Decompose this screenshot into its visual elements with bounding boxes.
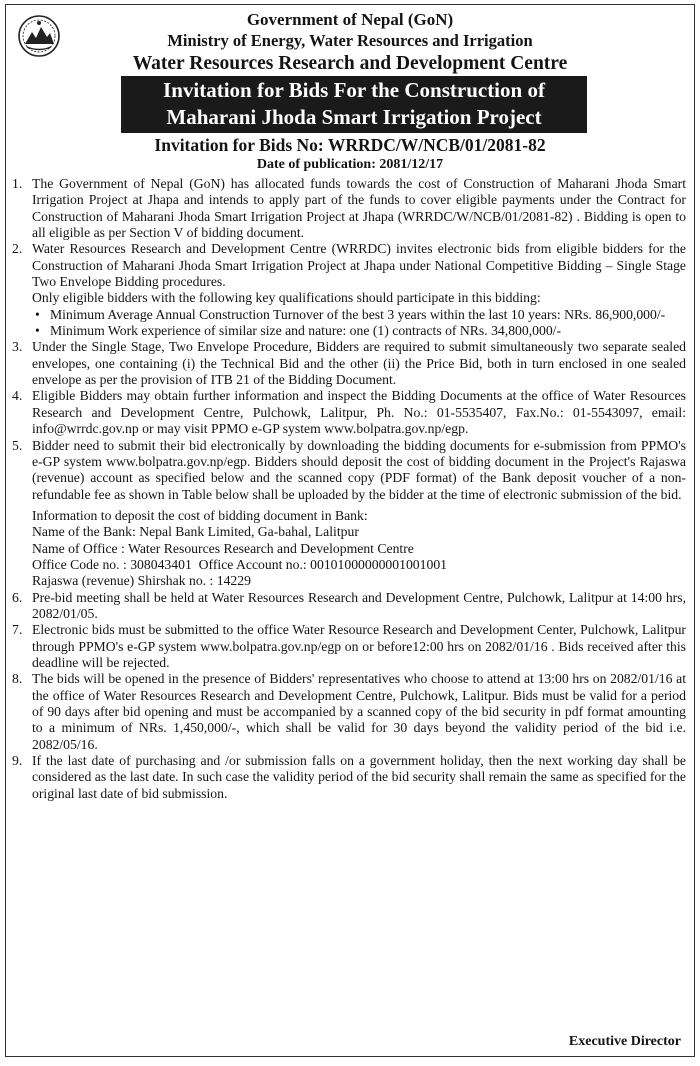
clause-number: 2. (12, 241, 23, 257)
clause-text: Under the Single Stage, Two Envelope Procedure, Bidders are required to submit simultaneously two separate sealed envelopes, one containing (i) the Technical Bid and the other (ii) the Price Bid, both in turn enclosed in one sealed envelope as per the provision of ITB 21 of the Bidding Document. (32, 339, 686, 388)
clause-number: 3. (12, 339, 23, 355)
signatory-title: Executive Director (568, 1034, 681, 1049)
bank-details (32, 508, 686, 590)
clause-8 (12, 671, 686, 753)
clause-text: Bidder need to submit their bid electronically by downloading the bidding documents for e-submission from PPMO's e-GP system www.bolpatra.gov.np/egp. Bidders should deposit the cost of bidding document in the Project's Rajaswa (revenue) account as specified below and the scanned copy (PDF format) of the Bank deposit voucher of a non-refundable fee as shown in Table below shall be uploaded by the bidder at the time of electronic submission of the bid. (32, 437, 686, 502)
clause-text: Water Resources Research and Development Centre (WRRDC) invites electronic bids from eligible bidders for the Construction of Maharani Jhoda Smart Irrigation Project at Jhapa under National Competitive Bidding – Single Stage Two Envelope Bidding procedures. (32, 241, 686, 290)
notice-banner (121, 76, 587, 133)
office-name: Name of Office : Water Resources Research and Development Centre (32, 540, 414, 556)
clause-number: 1. (12, 176, 23, 191)
clause-number: 6. (12, 589, 23, 605)
clause-2 (12, 241, 686, 339)
qualification-list (32, 307, 686, 340)
clause-text: If the last date of purchasing and /or submission falls on a government holiday, then the next working day shall be considered as the last date. In such case the validity period of the bid security shall remain the same as specified for the original last date of bid submission. (32, 753, 686, 801)
notice-page (5, 4, 695, 1057)
bank-name: Name of the Bank: Nepal Bank Limited, Ga-bahal, Lalitpur (32, 524, 359, 540)
clause-number: 8. (12, 671, 23, 687)
bank-intro: Information to deposit the cost of bidding document in Bank: (32, 507, 368, 523)
experience-requirement: Minimum Work experience of similar size and nature: one (1) contracts of NRs. 34,800,000/- (50, 323, 562, 339)
clause-text: The bids will be opened in the presence of Bidders' representatives who choose to attend at 13:00 hrs on 2082/01/16 at the office of Water Resources Research and Development Centre, Pulchowk, Lalitpur. Bids must be valid for a period of 90 days after bid opening and must be accompanied by a scanned copy of the bid security in pdf format amounting to a minimum of NRs. 1,450,000/-, which shall be valid for 30 days beyond the validity period of the bid i.e. 2082/05/16. (32, 671, 686, 752)
clause-7 (12, 622, 686, 671)
banner-line-1: Invitation for Bids For the Construction of (163, 78, 545, 102)
clause-number: 4. (12, 388, 23, 404)
ministry-title: Ministry of Energy, Water Resources and Irrigation (167, 31, 533, 50)
clause-3 (12, 339, 686, 388)
clause-text: The Government of Nepal (GoN) has allocated funds towards the cost of Construction of Maharani Jhoda Smart Irrigation Project at Jhapa and intends to apply part of the funds to cover eligible payments under the Contract for Construction of Maharani Jhoda Smart Irrigation Project at Jhapa (WRRDC/W/NCB/01/2081-82) . Bidding is open to all eligible as per Section V of bidding document. (32, 176, 686, 241)
clause-1 (12, 176, 686, 241)
nepal-government-emblem-icon (17, 14, 61, 58)
clause-number: 9. (12, 753, 23, 769)
bid-number: Invitation for Bids No: WRRDC/W/NCB/01/2081-82 (154, 135, 546, 155)
publication-date: Date of publication: 2081/12/17 (256, 157, 444, 172)
notice-body (6, 174, 694, 802)
bullet-icon: • (35, 323, 40, 339)
turnover-requirement: Minimum Average Annual Construction Turnover of the best 3 years within the last 10 years: NRs. 86,900,000/- (50, 306, 666, 322)
clause-text: Electronic bids must be submitted to the office Water Resource Research and Development Center, Pulchowk, Lalitpur through PPMO's e-GP system www.bolpatra.gov.np/egp on or before12:00 hrs on 2082/01/16 . Bids received after this deadline will be rejected. (32, 622, 686, 670)
bullet-icon: • (35, 306, 40, 322)
rajaswa-shirshak: Rajaswa (revenue) Shirshak no. : 14229 (32, 573, 251, 589)
office-code: Office Code no. : 308043401 Office Account no.: 00101000000001001001 (32, 556, 448, 572)
list-item (32, 323, 686, 339)
qualification-intro: Only eligible bidders with the following key qualifications should participate in this bidding: (32, 290, 541, 306)
clause-6 (12, 590, 686, 623)
centre-title: Water Resources Research and Development Centre (132, 53, 568, 74)
list-item (32, 307, 686, 323)
clause-text: Pre-bid meeting shall be held at Water Resources Research and Development Centre, Pulchowk, Lalitpur at 14:00 hrs, 2082/01/05. (32, 589, 686, 621)
government-title: Government of Nepal (GoN) (246, 10, 454, 29)
clause-number: 5. (12, 437, 23, 453)
banner-line-2: Maharani Jhoda Smart Irrigation Project (166, 105, 542, 129)
clause-text: Eligible Bidders may obtain further information and inspect the Bidding Documents at the office of Water Resources Research and Development Centre, Pulchowk, Lalitpur, Ph. No.: 01-5535407, Fax.No.: 01-5543097, email: info@wrrdc.gov.np or may visit PPMO e-GP system www.bolpatra.gov.np/egp. (32, 388, 686, 437)
notice-header (6, 9, 694, 76)
clause-4 (12, 388, 686, 437)
clause-9 (12, 753, 686, 802)
clause-number: 7. (12, 622, 23, 638)
clause-5 (12, 438, 686, 590)
